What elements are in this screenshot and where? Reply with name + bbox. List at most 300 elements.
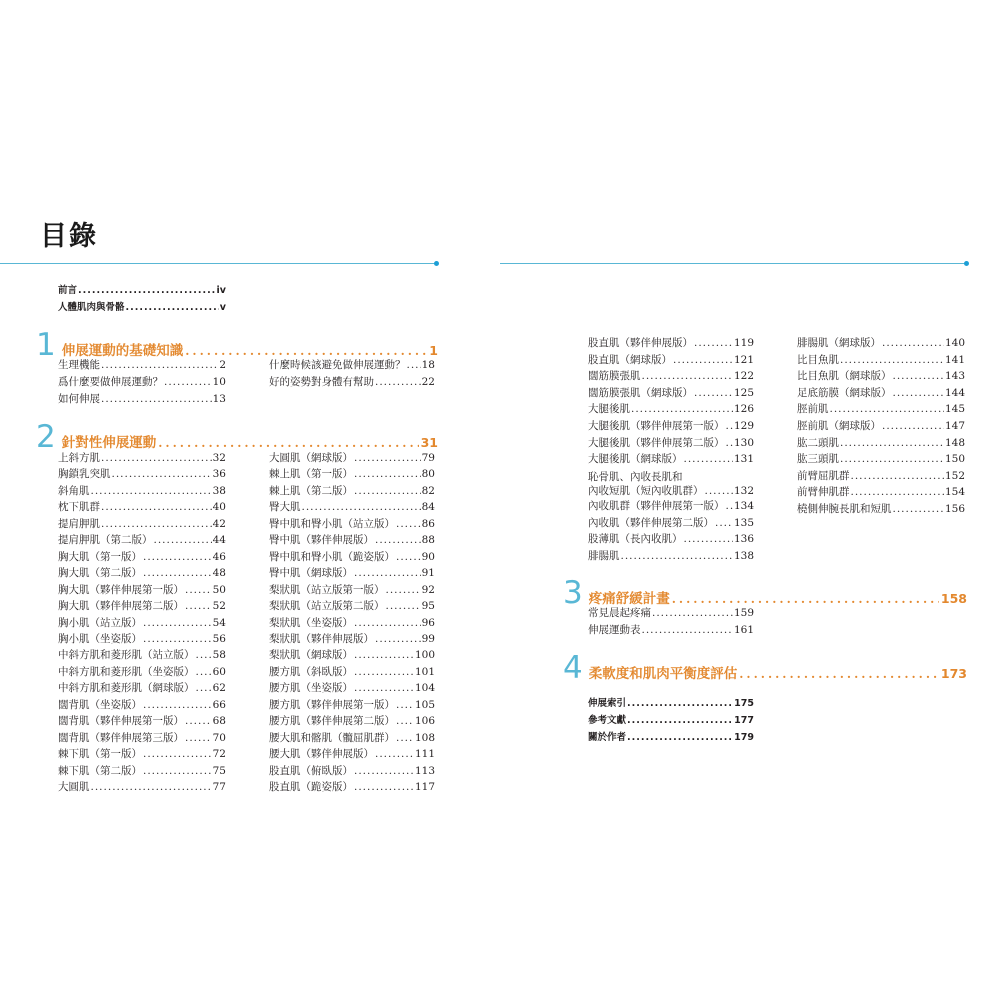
toc-entry-label: 闊筋膜張肌（網球版） <box>588 386 693 399</box>
toc-entry-label: 腰方肌（夥伴伸展第二版） <box>269 715 395 728</box>
toc-entry[interactable] <box>58 533 226 547</box>
toc-entry-label: 關於作者 <box>588 732 627 743</box>
toc-entry[interactable] <box>58 484 226 498</box>
toc-entry-page: 90 <box>421 550 435 563</box>
toc-entry[interactable] <box>269 550 435 564</box>
left-header-rule <box>0 263 436 264</box>
toc-entry-page: 177 <box>734 715 754 726</box>
toc-entry-label: 腰大肌和髂肌（髖屈肌群） <box>269 731 395 744</box>
toc-entry-label: 中斜方肌和菱形肌（網球版） <box>58 682 195 695</box>
leader-dots <box>302 500 421 514</box>
toc-entry-label: 大圓肌（網球版） <box>269 452 353 464</box>
leader-dots <box>354 681 414 695</box>
toc-entry-page: 134 <box>733 500 754 512</box>
toc-entry-page: 96 <box>421 616 435 629</box>
toc-entry[interactable] <box>269 731 435 745</box>
leader-dots <box>143 566 212 580</box>
leader-dots <box>101 500 212 514</box>
toc-entry-label-line1: 恥骨肌、內收長肌和 <box>588 471 683 483</box>
toc-entry[interactable] <box>58 747 226 761</box>
toc-entry-label: 提肩胛肌（第二版） <box>58 534 153 547</box>
toc-entry-label: 棘下肌（第一版） <box>58 748 142 761</box>
leader-dots <box>893 502 944 516</box>
toc-entry-page: 48 <box>212 567 226 580</box>
toc-entry[interactable] <box>588 419 754 433</box>
toc-entry[interactable] <box>269 583 435 597</box>
toc-entry-label: 常見晨起疼痛 <box>588 607 651 619</box>
toc-entry-label: 內收肌群（夥伴伸展第一版） <box>588 500 725 512</box>
toc-entry-label: 斜角肌 <box>58 484 90 497</box>
toc-entry-page: 13 <box>212 393 226 405</box>
toc-entry[interactable] <box>797 452 965 466</box>
toc-entry-page: 58 <box>212 649 226 662</box>
toc-entry[interactable] <box>588 336 754 350</box>
toc-entry[interactable] <box>269 467 435 481</box>
leader-dots <box>354 484 421 498</box>
leader-dots <box>694 386 733 400</box>
toc-entry-label: 胸小肌（坐姿版） <box>58 632 142 645</box>
toc-entry[interactable] <box>269 566 435 580</box>
toc-entry[interactable] <box>58 731 226 745</box>
leader-dots <box>185 583 212 597</box>
leader-dots <box>840 452 944 466</box>
leader-dots <box>185 714 212 728</box>
chapter-title: 伸展運動的基礎知識 <box>61 343 184 359</box>
leader-dots <box>354 764 414 778</box>
toc-entry[interactable] <box>588 606 754 620</box>
toc-entry-label: 好的姿勢對身體有幫助 <box>269 376 374 388</box>
leader-dots <box>705 484 733 498</box>
toc-entry-page: 138 <box>733 549 754 562</box>
toc-entry[interactable] <box>58 583 226 597</box>
toc-entry-label: 脛前肌 <box>797 403 829 416</box>
toc-entry-label: 梨狀肌（坐姿版） <box>269 616 353 629</box>
toc-entry[interactable] <box>58 764 226 778</box>
chapter-page: 31 <box>420 435 438 450</box>
toc-entry[interactable] <box>58 358 226 372</box>
toc-entry-label: 胸小肌（站立版） <box>58 616 142 629</box>
toc-entry-label: 腰方肌（坐姿版） <box>269 682 353 695</box>
chapter-title: 針對性伸展運動 <box>61 435 157 451</box>
leader-dots <box>375 747 414 761</box>
toc-entry-page: 130 <box>733 436 754 449</box>
toc-entry[interactable] <box>269 714 435 728</box>
toc-entry-label: 前臂屈肌群 <box>797 469 850 482</box>
toc-entry-page: 140 <box>944 337 965 349</box>
toc-entry-page: 179 <box>734 732 754 743</box>
toc-entry-page: 72 <box>212 748 226 761</box>
toc-entry-label: 梨狀肌（網球版） <box>269 649 353 662</box>
leader-dots <box>396 698 414 712</box>
toc-entry[interactable] <box>797 386 965 400</box>
toc-entry-page: 106 <box>414 715 435 728</box>
leader-dots <box>739 667 939 681</box>
toc-entry-label: 大圓肌 <box>58 781 90 793</box>
leader-dots <box>354 467 421 481</box>
leader-dots <box>375 375 421 389</box>
toc-entry[interactable] <box>58 500 226 514</box>
leader-dots <box>631 402 733 416</box>
toc-entry-label: 人體肌肉與骨骼 <box>58 302 125 313</box>
chapter-1-heading <box>36 327 438 363</box>
leader-dots <box>91 780 212 794</box>
leader-dots <box>158 436 418 450</box>
toc-entry[interactable] <box>58 665 226 679</box>
toc-entry[interactable] <box>797 369 965 383</box>
toc-entry-page: 144 <box>944 386 965 399</box>
toc-entry-label: 爲什麼要做伸展運動？ <box>58 376 163 388</box>
toc-entry[interactable] <box>269 375 435 389</box>
toc-entry[interactable] <box>269 533 435 547</box>
toc-entry-page: 68 <box>212 715 226 728</box>
toc-entry-label: 參考文獻 <box>588 715 627 726</box>
toc-entry-label: 大腿後肌 <box>588 403 630 416</box>
leader-dots <box>78 284 216 298</box>
toc-entry-page: 119 <box>733 337 754 349</box>
toc-entry-page: 175 <box>734 698 754 709</box>
leader-dots <box>893 369 944 383</box>
toc-entry-page: 129 <box>733 420 754 432</box>
leader-dots <box>143 698 212 712</box>
leader-dots <box>726 499 733 513</box>
toc-entry-label: 腰方肌（斜臥版） <box>269 665 353 678</box>
leader-dots <box>715 516 733 530</box>
toc-entry-label: 伸展索引 <box>588 698 627 709</box>
toc-entry-page: 84 <box>421 501 435 514</box>
leader-dots <box>621 549 733 563</box>
toc-entry-label: 中斜方肌和菱形肌（站立版） <box>58 649 195 662</box>
leader-dots <box>185 344 427 358</box>
toc-entry-page: 42 <box>212 517 226 530</box>
chapter-page: 1 <box>429 343 438 358</box>
leader-dots <box>354 780 414 794</box>
toc-entry[interactable] <box>588 353 754 367</box>
toc-entry-label: 腓腸肌 <box>588 549 620 562</box>
toc-entry[interactable] <box>588 470 754 498</box>
leader-dots <box>112 467 212 481</box>
leader-dots <box>396 517 421 531</box>
toc-entry[interactable] <box>797 402 965 416</box>
leader-dots <box>154 533 212 547</box>
toc-entry-label: 中斜方肌和菱形肌（坐姿版） <box>58 665 195 678</box>
toc-entry[interactable] <box>58 451 226 465</box>
toc-entry-page: 113 <box>414 764 435 777</box>
toc-entry[interactable] <box>269 665 435 679</box>
toc-entry-page: 82 <box>421 484 435 497</box>
toc-entry[interactable] <box>797 353 965 367</box>
page-title: 目錄 <box>40 221 98 252</box>
leader-dots <box>375 533 421 547</box>
toc-entry[interactable] <box>269 764 435 778</box>
toc-entry-label: 比目魚肌 <box>797 353 839 366</box>
toc-entry[interactable] <box>269 599 435 613</box>
toc-entry-page: iv <box>216 285 226 296</box>
toc-entry-label: 棘上肌（第一版） <box>269 468 353 481</box>
toc-entry-page: 18 <box>421 359 435 371</box>
toc-entry-page: 92 <box>421 583 435 596</box>
chapter-number: 3 <box>563 575 583 611</box>
leader-dots <box>354 616 421 630</box>
leader-dots <box>143 616 212 630</box>
toc-entry-label: 枕下肌群 <box>58 501 100 514</box>
toc-entry-page: 148 <box>944 436 965 449</box>
toc-entry-page: 50 <box>212 583 226 596</box>
toc-entry-label: 大腿後肌（網球版） <box>588 453 683 466</box>
leader-dots <box>672 592 939 606</box>
toc-entry-page: 131 <box>733 453 754 466</box>
toc-entry-page: 44 <box>212 534 226 547</box>
toc-entry-page: 159 <box>733 607 754 619</box>
toc-entry-label: 肱三頭肌 <box>797 453 839 466</box>
toc-entry-label-line2: 內收短肌（短內收肌群） <box>588 485 704 497</box>
toc-entry-label: 肱二頭肌 <box>797 436 839 449</box>
toc-entry[interactable] <box>269 747 435 761</box>
leader-dots <box>143 747 212 761</box>
leader-dots <box>185 599 212 613</box>
toc-entry[interactable] <box>58 648 226 662</box>
toc-entry-label: 前臂伸肌群 <box>797 486 850 499</box>
toc-entry-label: 大腿後肌（夥伴伸展第一版） <box>588 420 725 432</box>
toc-entry-page: 46 <box>212 550 226 563</box>
toc-entry[interactable] <box>58 392 226 406</box>
toc-entry-page: 161 <box>733 624 754 636</box>
toc-entry-page: 32 <box>212 452 226 464</box>
toc-entry[interactable] <box>269 358 435 372</box>
toc-entry-page: 121 <box>733 353 754 366</box>
leader-dots <box>143 550 212 564</box>
toc-entry-label: 足底筋膜（網球版） <box>797 386 892 399</box>
toc-entry-page: 154 <box>944 486 965 499</box>
toc-entry-label: 上斜方肌 <box>58 452 100 464</box>
leader-dots <box>354 648 414 662</box>
leader-dots <box>830 402 944 416</box>
toc-entry-label: 內收肌（夥伴伸展第二版） <box>588 516 714 529</box>
toc-entry[interactable] <box>588 623 754 637</box>
toc-entry-page: 150 <box>944 453 965 466</box>
leader-dots <box>407 358 421 372</box>
leader-dots <box>196 648 212 662</box>
toc-entry-label: 闊背肌（坐姿版） <box>58 698 142 711</box>
toc-entry-page: 10 <box>212 376 226 388</box>
leader-dots <box>652 606 733 620</box>
toc-entry[interactable] <box>269 484 435 498</box>
leader-dots <box>91 484 212 498</box>
leader-dots <box>642 369 733 383</box>
toc-entry[interactable] <box>588 499 754 513</box>
toc-entry-label: 臀中肌和臀小肌（跪姿版） <box>269 550 395 563</box>
toc-entry[interactable] <box>58 714 226 728</box>
toc-entry-page: 125 <box>733 386 754 399</box>
toc-entry-page: 152 <box>944 469 965 482</box>
toc-entry[interactable] <box>797 485 965 499</box>
toc-entry-label: 前言 <box>58 285 78 296</box>
toc-entry-page: 145 <box>944 403 965 416</box>
toc-entry-page: 52 <box>212 600 226 613</box>
toc-entry[interactable] <box>58 780 226 794</box>
toc-entry-page: 108 <box>414 731 435 744</box>
toc-entry[interactable] <box>58 284 226 298</box>
leader-dots <box>354 665 414 679</box>
chapter-title: 疼痛舒緩計畫 <box>588 591 670 607</box>
toc-entry-label: 胸大肌（第二版） <box>58 567 142 580</box>
toc-entry[interactable] <box>588 532 754 546</box>
toc-entry-page: 91 <box>421 567 435 580</box>
toc-entry[interactable] <box>58 566 226 580</box>
toc-entry[interactable] <box>58 467 226 481</box>
toc-entry[interactable] <box>797 336 965 350</box>
left-rule-end-dot <box>434 261 439 266</box>
toc-entry-page: 66 <box>212 698 226 711</box>
leader-dots <box>726 436 733 450</box>
leader-dots <box>396 731 414 745</box>
toc-entry[interactable] <box>588 402 754 416</box>
toc-entry[interactable] <box>269 500 435 514</box>
toc-entry-label: 比目魚肌（網球版） <box>797 370 892 383</box>
toc-entry-page: 80 <box>421 468 435 481</box>
toc-entry[interactable] <box>58 616 226 630</box>
toc-entry-page: 132 <box>733 485 754 497</box>
toc-entry[interactable] <box>588 714 754 728</box>
toc-entry-label: 臀中肌和臀小肌（站立版） <box>269 517 395 530</box>
toc-entry-label: 腰方肌（夥伴伸展第一版） <box>269 698 395 711</box>
toc-entry-page: 62 <box>212 682 226 695</box>
leader-dots <box>851 485 944 499</box>
toc-entry-label: 胸大肌（夥伴伸展第一版） <box>58 583 184 596</box>
toc-entry[interactable] <box>58 632 226 646</box>
toc-entry-label: 腓腸肌（網球版） <box>797 337 881 349</box>
toc-entry[interactable] <box>588 697 754 711</box>
leader-dots <box>694 336 733 350</box>
toc-entry-page: 38 <box>212 484 226 497</box>
toc-entry[interactable] <box>588 452 754 466</box>
toc-entry-page: 100 <box>414 649 435 662</box>
leader-dots <box>893 386 944 400</box>
leader-dots <box>882 336 944 350</box>
toc-entry-page: 143 <box>944 370 965 383</box>
toc-entry[interactable] <box>269 780 435 794</box>
chapter-page: 158 <box>940 591 967 606</box>
toc-entry[interactable] <box>797 502 965 516</box>
leader-dots <box>386 583 421 597</box>
toc-entry-label: 梨狀肌（站立版第二版） <box>269 600 385 613</box>
toc-entry[interactable] <box>797 436 965 450</box>
leader-dots <box>126 301 219 315</box>
right-rule-end-dot <box>964 261 969 266</box>
toc-entry[interactable] <box>269 648 435 662</box>
leader-dots <box>185 731 212 745</box>
toc-entry-page: 56 <box>212 632 226 645</box>
leader-dots <box>642 623 733 637</box>
leader-dots <box>627 714 733 728</box>
toc-entry-label: 如何伸展 <box>58 393 100 405</box>
toc-entry-label: 臀中肌（網球版） <box>269 567 353 580</box>
toc-entry[interactable] <box>269 698 435 712</box>
toc-entry-page: 122 <box>733 370 754 383</box>
toc-entry-page: 36 <box>212 468 226 481</box>
toc-entry[interactable] <box>58 301 226 315</box>
toc-entry-label: 胸大肌（第一版） <box>58 550 142 563</box>
toc-entry-page: 111 <box>414 748 435 761</box>
chapter-page: 173 <box>940 666 967 681</box>
toc-entry-label: 股薄肌（長內收肌） <box>588 533 683 546</box>
toc-entry[interactable] <box>58 375 226 389</box>
chapter-number: 1 <box>36 327 56 363</box>
toc-entry[interactable] <box>797 419 965 433</box>
toc-entry[interactable] <box>588 516 754 530</box>
toc-entry[interactable] <box>58 599 226 613</box>
toc-entry-label: 棘下肌（第二版） <box>58 764 142 777</box>
toc-entry[interactable] <box>58 517 226 531</box>
leader-dots <box>684 532 733 546</box>
toc-entry[interactable] <box>588 549 754 563</box>
toc-entry-page: 147 <box>944 420 965 432</box>
toc-entry-label: 橈側伸腕長肌和短肌 <box>797 503 892 515</box>
toc-entry-page: 105 <box>414 698 435 711</box>
toc-entry-label: 梨狀肌（夥伴伸展版） <box>269 632 374 645</box>
toc-entry[interactable] <box>269 681 435 695</box>
leader-dots <box>684 452 733 466</box>
toc-entry[interactable] <box>269 451 435 465</box>
toc-entry-page: 40 <box>212 501 226 514</box>
toc-entry-label: 脛前肌（網球版） <box>797 420 881 432</box>
leader-dots <box>143 632 212 646</box>
toc-entry-page: 101 <box>414 665 435 678</box>
leader-dots <box>101 358 218 372</box>
toc-entry[interactable] <box>269 517 435 531</box>
toc-entry-label: 闊背肌（夥伴伸展第三版） <box>58 731 184 744</box>
toc-entry-label: 股直肌（跪姿版） <box>269 781 353 793</box>
toc-entry[interactable] <box>588 436 754 450</box>
leader-dots <box>673 353 733 367</box>
chapter-2-heading <box>36 419 438 455</box>
toc-entry-label: 胸大肌（夥伴伸展第二版） <box>58 600 184 613</box>
chapter-3-heading <box>563 575 967 611</box>
leader-dots <box>882 419 944 433</box>
toc-entry-label: 提肩胛肌 <box>58 517 100 530</box>
toc-entry[interactable] <box>269 616 435 630</box>
toc-entry[interactable] <box>588 369 754 383</box>
leader-dots <box>101 451 212 465</box>
toc-entry[interactable] <box>269 632 435 646</box>
toc-entry[interactable] <box>58 681 226 695</box>
toc-entry[interactable] <box>58 698 226 712</box>
leader-dots <box>196 665 212 679</box>
toc-entry[interactable] <box>588 731 754 745</box>
leader-dots <box>386 599 421 613</box>
chapter-number: 4 <box>563 650 583 686</box>
toc-entry[interactable] <box>58 550 226 564</box>
right-header-rule <box>500 263 966 264</box>
leader-dots <box>354 566 421 580</box>
toc-entry-label: 伸展運動表 <box>588 624 641 636</box>
leader-dots <box>164 375 212 389</box>
toc-entry-page: 117 <box>414 781 435 793</box>
leader-dots <box>375 632 421 646</box>
toc-entry[interactable] <box>588 386 754 400</box>
toc-entry-page: 135 <box>733 516 754 529</box>
toc-entry[interactable] <box>797 469 965 483</box>
toc-entry-label: 臀中肌（夥伴伸展版） <box>269 534 374 547</box>
toc-entry-page: 95 <box>421 600 435 613</box>
toc-entry-page: 60 <box>212 665 226 678</box>
leader-dots <box>396 714 414 728</box>
toc-entry-page: 156 <box>944 503 965 515</box>
toc-entry-label: 臀大肌 <box>269 501 301 514</box>
toc-entry-label: 大腿後肌（夥伴伸展第二版） <box>588 436 725 449</box>
chapter-title: 柔軟度和肌肉平衡度評估 <box>588 666 738 682</box>
toc-entry-label: 什麼時候該避免做伸展運動？ <box>269 359 406 371</box>
toc-entry-page: 88 <box>421 534 435 547</box>
